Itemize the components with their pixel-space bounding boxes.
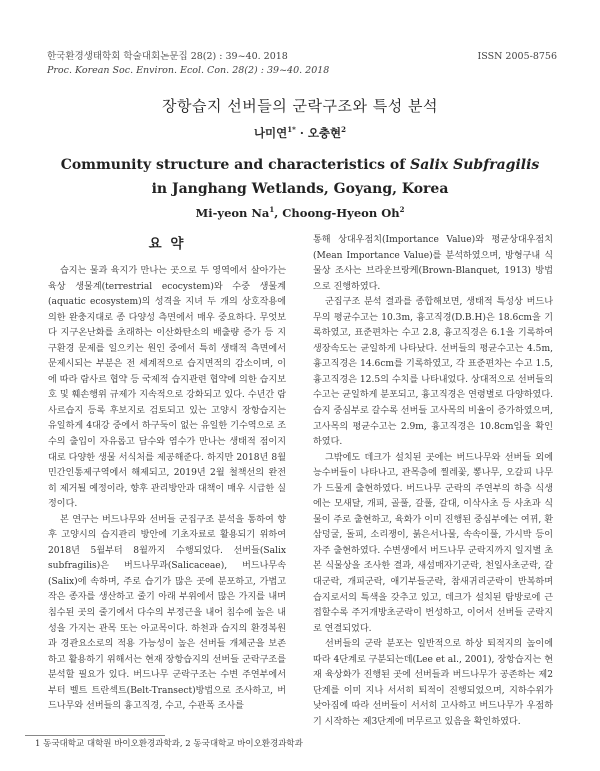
right-column <box>313 233 553 731</box>
journal-en: Proc. Korean Soc. Environ. Ecol. Con. 28(2) : 39~40. 2018 <box>47 65 330 76</box>
paragraph: 통해 상대우점치(Importance Value)와 평균상대우점치(Mean Importance Value)를 분석하였으며, 방형구내 식물상 조사는 브라운브랑케(Brown-Blanquet, 1913) 방법으로 진행하였다. <box>313 235 553 292</box>
title-english <box>60 153 540 201</box>
author-1-kr-affil: 1* <box>287 125 296 135</box>
title-korean: 장항습지 선버들의 군락구조와 특성 분석 <box>162 97 438 115</box>
footnote: 1 동국대학교 대학원 바이오환경과학과, 2 동국대학교 바이오환경과학과 <box>35 739 303 749</box>
left-column <box>48 264 286 715</box>
author-1-en: Mi-yeon Na <box>195 205 270 220</box>
running-header <box>47 50 557 78</box>
author-1-kr: 나미연 <box>253 126 288 140</box>
author-2-kr-affil: 2 <box>341 125 347 135</box>
journal-kr: 한국환경생태학회 학술대회논문집 28(2) : 39~40. 2018 <box>47 51 288 62</box>
paragraph: 군집구조 분석 결과를 종합해보면, 생태적 특성상 버드나무의 평균수고는 10.3m, 흉고직경(D.B.H)은 18.6cm을 기록하였고, 표준편차는 수고 2.8, 흉고직경은 6.1을 기록하여 생장속도는 균일하게 나타났다. 선버들의 평균수고는 4.5m, 흉고직경은 14.6cm를 기록하였고, 각 표준편차는 수고 1.5, 흉고직경은 12.5의 수치를 나타내었다. 상대적으로 선버들의 수고는 균일하게 분포되고, 흉고직경은 연령별로 다양하였다. 습지 중심부로 갈수록 선버들 고사목의 비율이 증가하였으며, 고사목의 평균수고는 2.9m, 흉고직경은 10.8cm임을 확인하였다. <box>313 297 553 448</box>
title-en-pre: Community structure and characteristics of <box>60 157 411 173</box>
paragraph: 선버들의 군락 분포는 일반적으로 하상 퇴적지의 높이에 따라 4단계로 구분되는데(Lee et al., 2001), 장항습지는 현재 육상화가 진행된 곳에 선버들과 버드나무가 공존하는 제2단계를 이미 지나 서서히 퇴적이 진행되었으며, 지하수위가 낮아짐에 따라 선버들이 서서히 고사하고 버드나무가 우점하기 시작하는 제3단계에 머무르고 있음을 확인하였다. <box>313 639 553 727</box>
title-en-species: Salix Subfragilis <box>410 157 540 173</box>
issn: ISSN 2005-8756 <box>477 51 557 62</box>
author-2-kr: 오충현 <box>307 126 342 140</box>
title-en-post: in Janghang Wetlands, Goyang, Korea <box>151 181 449 197</box>
author-1-en-affil: 1 <box>269 205 275 214</box>
footnote-rule <box>25 735 165 736</box>
paragraph: 습지는 물과 육지가 만나는 곳으로 두 영역에서 살아가는 육상 생물계(terrestrial ecocystem)와 수중 생물계(aquatic ecosystem)의 성격을 지녀 두 개의 상호작용에 의한 완충지대로 종 다양성 측면에서 매우 중요하다. 무엇보다 지구온난화를 초래하는 이산화탄소의 배출량 증가 등 지구환경 문제를 일으키는 원인 중에서 특히 생태적 측면에서 문제시되는 부분은 전 세계적으로 습지면적의 감소이며, 이에 따라 람사르 협약 등 국제적 습지관련 협약에 의한 습지보호 및 훼손행위 규제가 지속적으로 강화되고 있다. 수년간 람사르습지 등록 후보지로 검토되고 있는 고양시 장항습지는 유일하게 4대강 중에서 하구둑이 없는 유일한 기수역으로 조수의 출입이 자유롭고 담수와 염수가 만나는 생태적 점이지대로 다양한 생물 서식처를 제공해준다. 하지만 2018년 8월 민간인통제구역에서 해제되고, 2019년 2월 철책선의 완전히 제거될 예정이라, 향후 관리방안과 대책이 매우 시급한 실정이다. <box>48 266 286 510</box>
authors-english <box>0 205 600 220</box>
author-sep-kr: · <box>295 126 308 140</box>
author-sep-en: , <box>274 205 283 220</box>
paragraph: 그밖에도 데크가 설치된 곳에는 버드나무와 선버들 외에 능수버들이 나타나고, 관목층에 찔레꽃, 뽕나무, 오갈피 나무가 드물게 출현하였다. 버드나무 군락의 주연부의 하층 식생에는 모새달, 개피, 골풀, 갈풀, 갈대, 이삭사초 등 사초과 식물이 주로 출현하고, 육화가 이미 진행된 중심부에는 여뀌, 환삼덩굴, 돌피, 소리쟁이, 붉은서나물, 속속이풀, 가시박 등이 자주 출현하였다. 수변생에서 버드나무 군락지까지 일지별 초본 식물상을 조사한 결과, 새섬매자기군락, 천일사초군락, 갈대군락, 개피군락, 애기부들군락, 참새귀리군락이 반복하며 습지로서의 특색을 갖추고 있고, 데크가 설치된 탐방로에 근접할수록 주거개방초군락이 번성하고, 이어서 선버들 군락지로 연결되었다. <box>313 452 553 634</box>
author-2-en: Choong-Hyeon Oh <box>282 205 400 220</box>
abstract-heading: 요 약 <box>148 236 186 252</box>
paragraph: 본 연구는 버드나무와 선버들 군집구조 분석을 통하여 향후 고양시의 습지관리 방안에 기초자료로 활용되기 위하여 2018년 5월부터 8월까지 수행되었다. 선버들(Salix subfragilis)은 버드나무과(Salicaceae), 버드나무속(Salix)에 속하며, 주로 습기가 많은 곳에 분포하고, 가볍고 작은 종자를 생산하고 줄기 아래 부위에서 많은 가지를 내며 침수된 곳의 줄기에서 다수의 부정근을 내어 침수에 높은 내성을 가지는 관목 또는 아교목이다. 하천과 습지의 환경복원과 경관요소로의 적용 가능성이 높은 선버들 개체군을 보존하고 활용하기 위해서는 현재 장항습지의 선버들 군락구조를 분석할 필요가 있다. 버드나무 군락구조는 수변 주연부에서부터 벨트 트란섹트(Belt-Transect)방법으로 조사하고, 버드나무와 선버들의 흉고직경, 수고, 수관폭 조사를 <box>48 514 286 712</box>
authors-korean <box>0 125 600 141</box>
author-2-en-affil: 2 <box>399 205 405 214</box>
